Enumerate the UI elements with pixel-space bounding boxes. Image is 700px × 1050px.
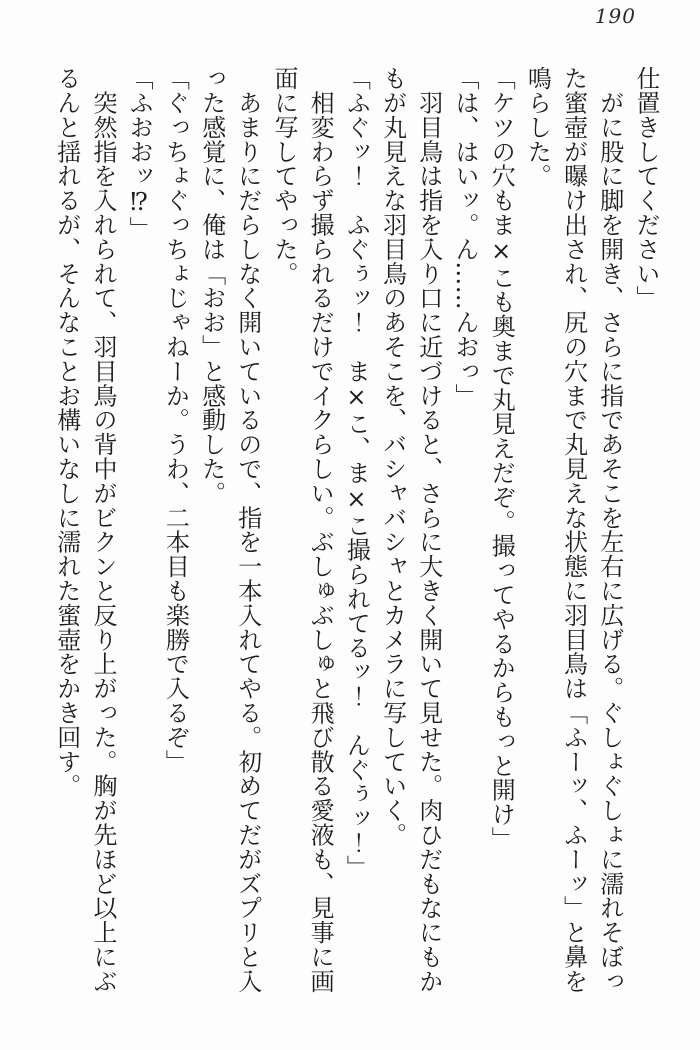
text-line: もが丸見えな羽目鳥のあそこを、バシャバシャとカメラに写していく。: [378, 66, 407, 847]
text-line: 仕置きしてください」: [632, 66, 660, 310]
text-line: 「ふおおッ⁉」: [125, 66, 154, 241]
vertical-text-block: [49, 66, 664, 1006]
text-line: あまりにだらしなく開いているので、指を一本入れてやる。初めてだがズプリと入: [233, 66, 262, 994]
text-line: 「は、はいッ。ん……んおっ」: [450, 66, 479, 408]
page-number: 190: [594, 4, 636, 28]
text-line: 突然指を入れられて、羽目鳥の背中がビクンと反り上がった。胸が先ほど以上にぶ: [88, 66, 117, 994]
text-line: がに股に脚を開き、さらに指であそこを左右に広げる。ぐしょぐしょに濡れそぼっ: [595, 66, 624, 994]
text-line: 「ケツの穴もま×こも奥まで丸見えだぞ。撮ってやるからもっと開け」: [487, 66, 516, 851]
text-line: 相変わらず撮られるだけでイクらしい。ぶしゅぶしゅと飛び散る愛液も、見事に画: [306, 66, 335, 994]
text-line: た蜜壺が曝け出され、尻の穴まで丸見えな状態に羽目鳥は「ふーッ、ふーッ」と鼻を: [559, 66, 588, 994]
text-line: 「ふぐッ！ ふぐぅッ！ ま×こ、ま×こ撮られてるッ！ んぐぅッ！」: [342, 66, 371, 880]
text-line: るんと揺れるが、そんなことお構いなしに濡れた蜜壺をかき回す。: [52, 66, 81, 798]
text-line: 面に写してやった。: [269, 66, 298, 286]
text-line: 羽目鳥は指を入り口に近づけると、さらに大きく開いて見せた。肉ひだもなにもか: [414, 66, 443, 994]
text-line: 「ぐっちょぐっちょじゃねーか。うわ、二本目も楽勝で入るぞ」: [161, 66, 190, 774]
text-line: った感覚に、俺は「おお」と感動した。: [197, 66, 226, 506]
text-line: 鳴らした。: [523, 66, 552, 188]
